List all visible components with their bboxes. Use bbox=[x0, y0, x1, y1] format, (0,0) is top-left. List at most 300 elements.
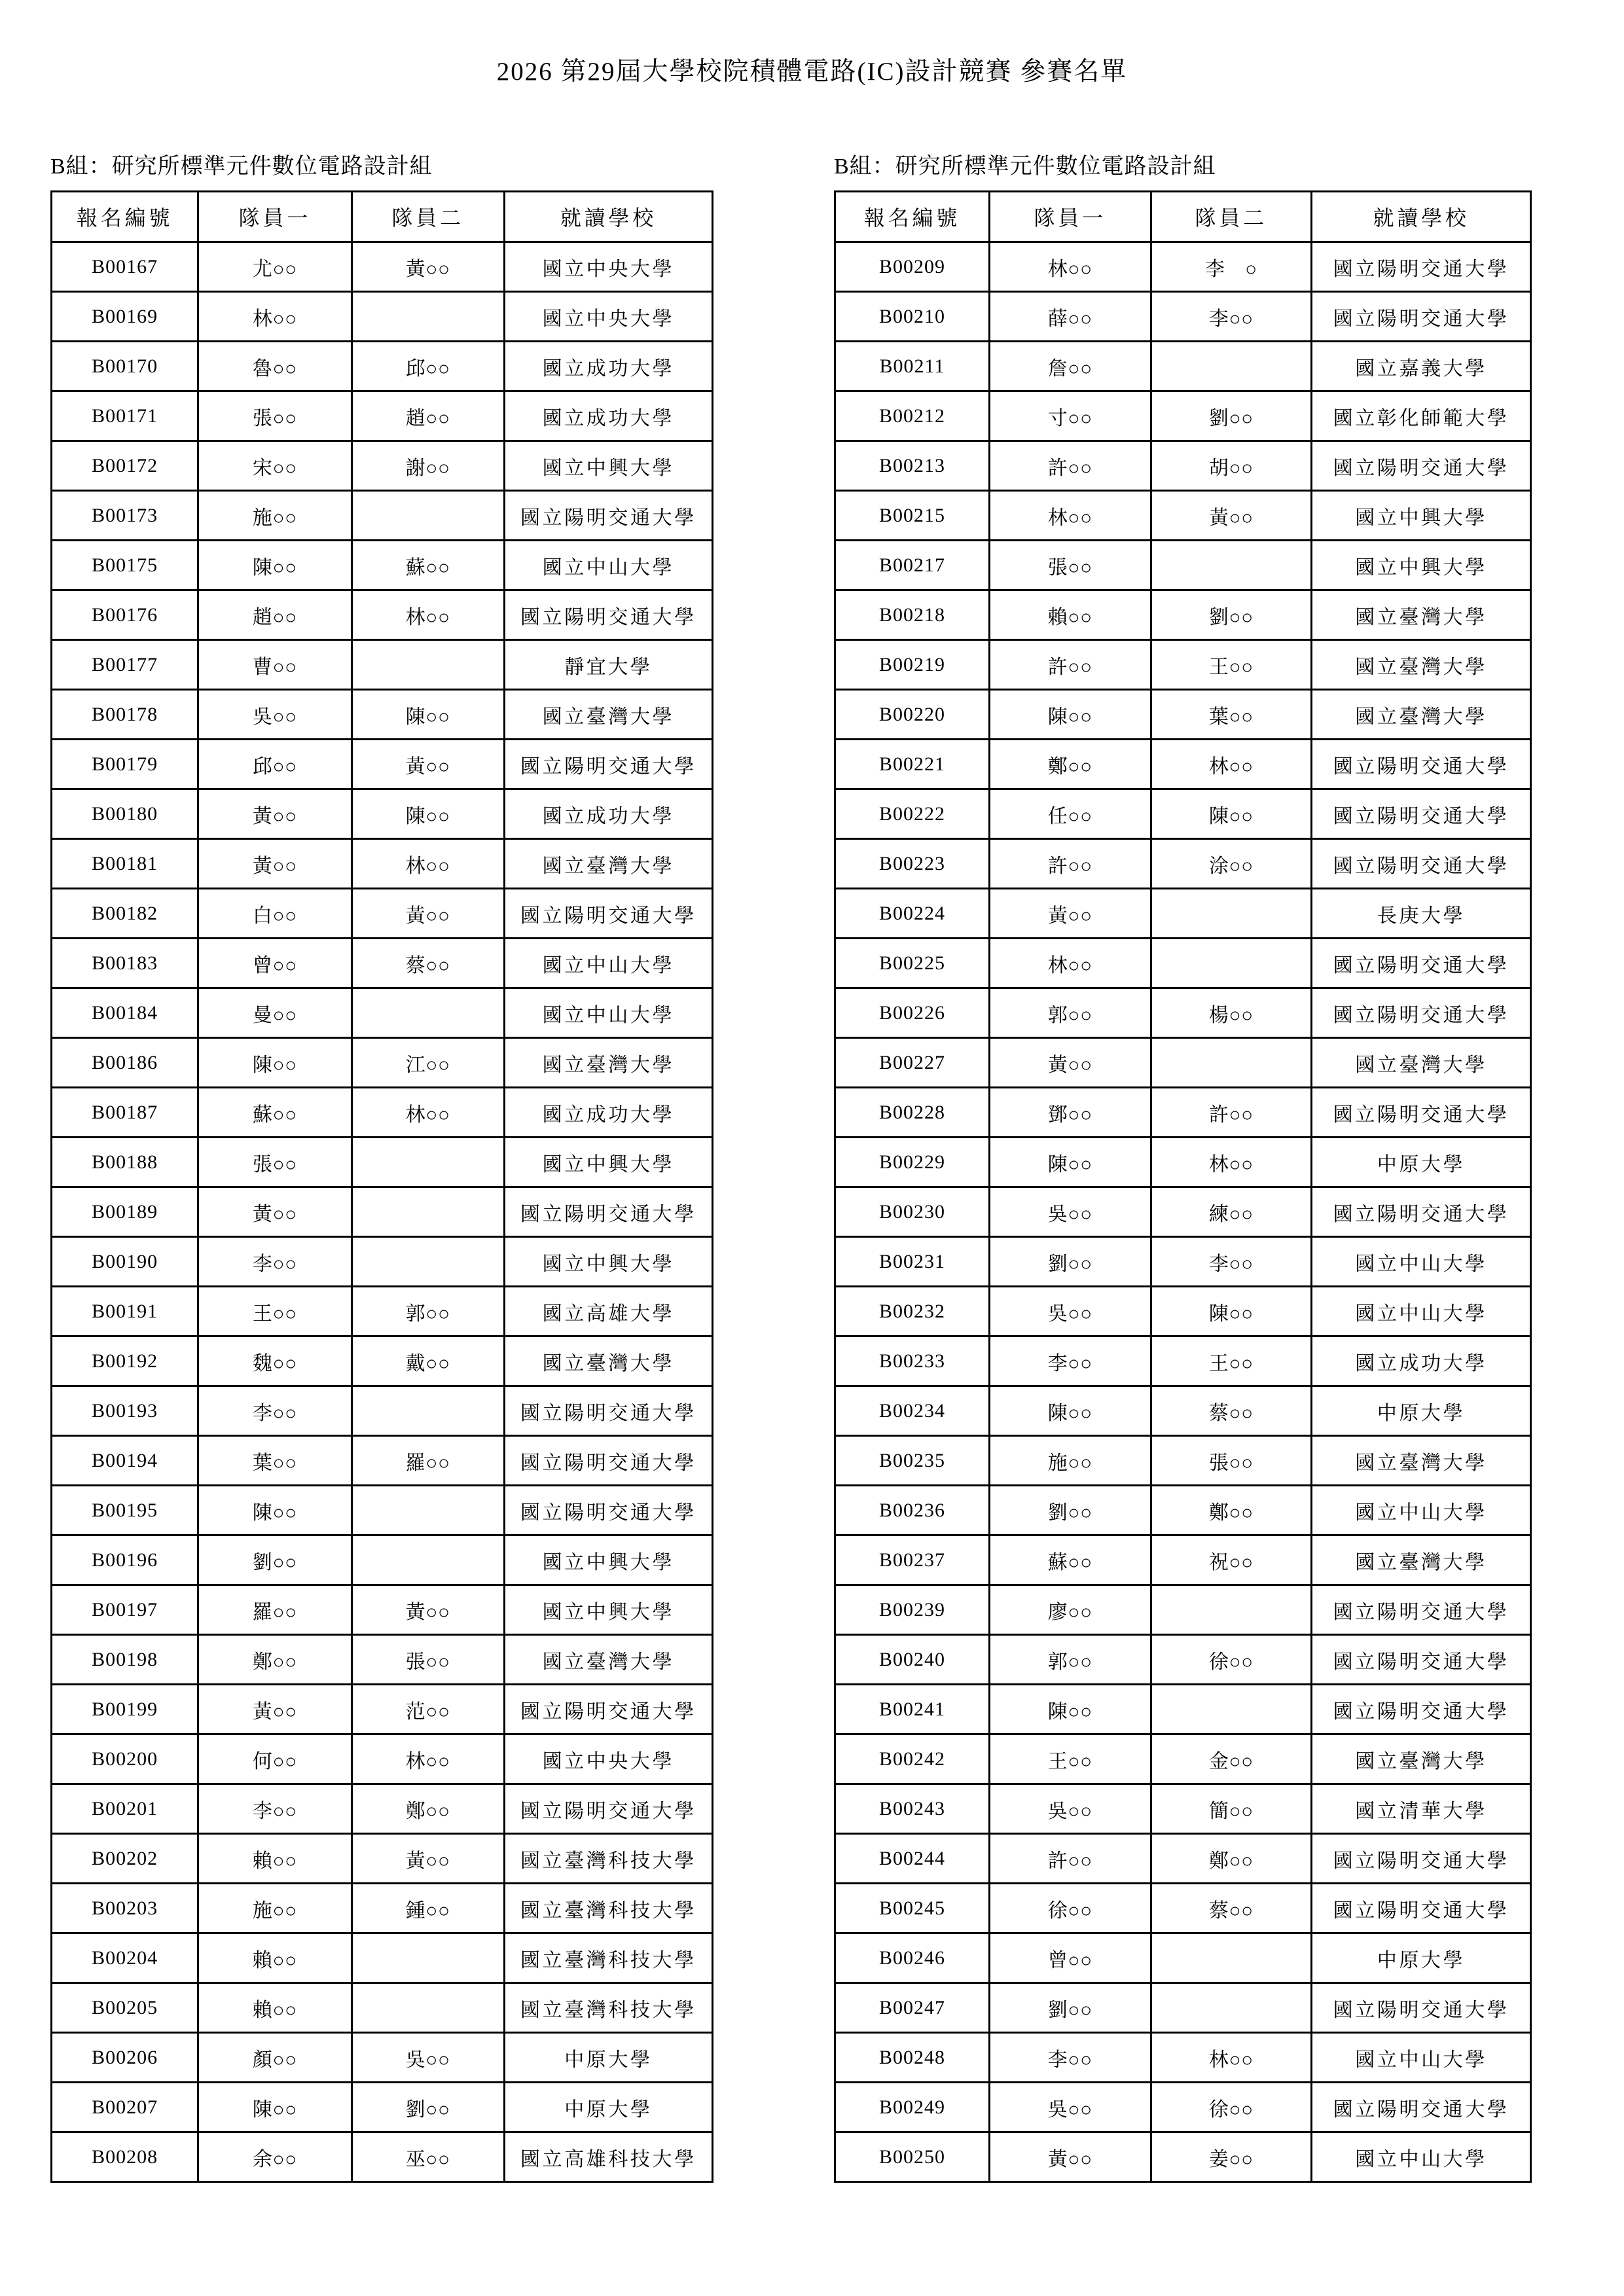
table-row bbox=[835, 1884, 1531, 1933]
registration-id-cell: B00227 bbox=[835, 1038, 990, 1088]
school-cell: 國立成功大學 bbox=[504, 1088, 712, 1138]
registration-id-cell: B00199 bbox=[52, 1685, 198, 1734]
member2-cell bbox=[1151, 541, 1312, 590]
table-row bbox=[835, 889, 1531, 939]
registration-id-cell: B00243 bbox=[835, 1784, 990, 1834]
table-row bbox=[52, 342, 713, 391]
member2-cell: 林○○ bbox=[1151, 2033, 1312, 2083]
table-row bbox=[52, 690, 713, 740]
table-row bbox=[52, 1834, 713, 1884]
school-cell: 國立臺灣科技大學 bbox=[504, 1884, 712, 1933]
member1-cell: 張○○ bbox=[989, 541, 1151, 590]
registration-id-cell: B00206 bbox=[52, 2033, 198, 2083]
school-cell: 國立中興大學 bbox=[1312, 541, 1531, 590]
member2-cell: 蔡○○ bbox=[352, 939, 504, 988]
school-cell: 國立臺灣科技大學 bbox=[504, 1983, 712, 2033]
registration-id-cell: B00248 bbox=[835, 2033, 990, 2083]
table-row bbox=[52, 1685, 713, 1734]
table-row bbox=[52, 1287, 713, 1336]
table-row bbox=[835, 292, 1531, 342]
school-cell: 國立中山大學 bbox=[1312, 1486, 1531, 1535]
registration-id-cell: B00208 bbox=[52, 2132, 198, 2182]
table-row bbox=[835, 690, 1531, 740]
registration-id-cell: B00180 bbox=[52, 789, 198, 839]
member1-cell: 施○○ bbox=[198, 1884, 352, 1933]
school-cell: 國立清華大學 bbox=[1312, 1784, 1531, 1834]
member1-cell: 林○○ bbox=[989, 242, 1151, 292]
table-row bbox=[52, 441, 713, 491]
school-cell: 國立陽明交通大學 bbox=[1312, 1834, 1531, 1884]
school-cell: 國立陽明交通大學 bbox=[1312, 1088, 1531, 1138]
school-cell: 國立陽明交通大學 bbox=[1312, 839, 1531, 889]
table-row bbox=[52, 1734, 713, 1784]
member1-cell: 蘇○○ bbox=[198, 1088, 352, 1138]
school-cell: 中原大學 bbox=[1312, 1138, 1531, 1187]
registration-id-cell: B00194 bbox=[52, 1436, 198, 1486]
roster-section-right bbox=[834, 148, 1532, 2183]
table-header-right bbox=[835, 192, 1531, 242]
registration-id-cell: B00232 bbox=[835, 1287, 990, 1336]
member2-cell: 羅○○ bbox=[352, 1436, 504, 1486]
member1-cell: 吳○○ bbox=[989, 1187, 1151, 1237]
member2-cell: 趙○○ bbox=[352, 391, 504, 441]
member1-cell: 賴○○ bbox=[198, 1933, 352, 1983]
school-cell: 國立中興大學 bbox=[504, 1138, 712, 1187]
member2-cell bbox=[352, 988, 504, 1038]
school-cell: 國立成功大學 bbox=[504, 391, 712, 441]
member2-cell: 江○○ bbox=[352, 1038, 504, 1088]
school-cell: 國立彰化師範大學 bbox=[1312, 391, 1531, 441]
table-row bbox=[52, 1884, 713, 1933]
member1-cell: 陳○○ bbox=[989, 1685, 1151, 1734]
member1-cell: 施○○ bbox=[989, 1436, 1151, 1486]
school-cell: 國立中山大學 bbox=[504, 541, 712, 590]
member1-cell: 郭○○ bbox=[989, 988, 1151, 1038]
member2-cell: 鍾○○ bbox=[352, 1884, 504, 1933]
registration-id-cell: B00203 bbox=[52, 1884, 198, 1933]
member1-cell: 鄭○○ bbox=[198, 1635, 352, 1685]
registration-id-cell: B00215 bbox=[835, 491, 990, 541]
member2-cell: 蘇○○ bbox=[352, 541, 504, 590]
header-registration-id: 報名編號 bbox=[835, 192, 990, 242]
table-row bbox=[52, 1138, 713, 1187]
member2-cell bbox=[352, 1237, 504, 1287]
table-row bbox=[52, 2083, 713, 2132]
table-row bbox=[835, 1187, 1531, 1237]
table-row bbox=[835, 541, 1531, 590]
school-cell: 國立中山大學 bbox=[1312, 1287, 1531, 1336]
member2-cell: 張○○ bbox=[1151, 1436, 1312, 1486]
registration-id-cell: B00211 bbox=[835, 342, 990, 391]
table-row bbox=[835, 789, 1531, 839]
member2-cell: 王○○ bbox=[1151, 640, 1312, 690]
member2-cell: 王○○ bbox=[1151, 1336, 1312, 1386]
table-row bbox=[835, 1734, 1531, 1784]
registration-id-cell: B00249 bbox=[835, 2083, 990, 2132]
member2-cell: 楊○○ bbox=[1151, 988, 1312, 1038]
school-cell: 國立中興大學 bbox=[504, 1535, 712, 1585]
member1-cell: 李○○ bbox=[198, 1237, 352, 1287]
member1-cell: 李○○ bbox=[198, 1784, 352, 1834]
header-member2: 隊員二 bbox=[352, 192, 504, 242]
table-row bbox=[835, 1784, 1531, 1834]
member1-cell: 顏○○ bbox=[198, 2033, 352, 2083]
table-row bbox=[52, 1088, 713, 1138]
school-cell: 國立陽明交通大學 bbox=[1312, 740, 1531, 789]
member2-cell: 練○○ bbox=[1151, 1187, 1312, 1237]
registration-id-cell: B00242 bbox=[835, 1734, 990, 1784]
table-row bbox=[52, 590, 713, 640]
registration-id-cell: B00231 bbox=[835, 1237, 990, 1287]
registration-id-cell: B00205 bbox=[52, 1983, 198, 2033]
member1-cell: 陳○○ bbox=[989, 1386, 1151, 1436]
registration-id-cell: B00244 bbox=[835, 1834, 990, 1884]
school-cell: 國立陽明交通大學 bbox=[1312, 789, 1531, 839]
school-cell: 國立陽明交通大學 bbox=[1312, 1884, 1531, 1933]
member1-cell: 許○○ bbox=[989, 1834, 1151, 1884]
member1-cell: 魏○○ bbox=[198, 1336, 352, 1386]
table-row bbox=[52, 1486, 713, 1535]
school-cell: 國立臺灣大學 bbox=[1312, 1038, 1531, 1088]
table-row bbox=[835, 1486, 1531, 1535]
school-cell: 國立中山大學 bbox=[504, 988, 712, 1038]
registration-id-cell: B00233 bbox=[835, 1336, 990, 1386]
registration-id-cell: B00237 bbox=[835, 1535, 990, 1585]
member1-cell: 陳○○ bbox=[198, 2083, 352, 2132]
member2-cell bbox=[352, 292, 504, 342]
school-cell: 國立成功大學 bbox=[1312, 1336, 1531, 1386]
school-cell: 國立陽明交通大學 bbox=[1312, 1983, 1531, 2033]
table-row bbox=[835, 839, 1531, 889]
member1-cell: 魯○○ bbox=[198, 342, 352, 391]
registration-id-cell: B00173 bbox=[52, 491, 198, 541]
table-row bbox=[52, 242, 713, 292]
registration-id-cell: B00221 bbox=[835, 740, 990, 789]
header-member2: 隊員二 bbox=[1151, 192, 1312, 242]
member1-cell: 黃○○ bbox=[989, 889, 1151, 939]
member1-cell: 鄭○○ bbox=[989, 740, 1151, 789]
member2-cell: 戴○○ bbox=[352, 1336, 504, 1386]
school-cell: 國立陽明交通大學 bbox=[504, 740, 712, 789]
member1-cell: 陳○○ bbox=[198, 1486, 352, 1535]
member1-cell: 曹○○ bbox=[198, 640, 352, 690]
member1-cell: 李○○ bbox=[198, 1386, 352, 1436]
member1-cell: 葉○○ bbox=[198, 1436, 352, 1486]
member1-cell: 劉○○ bbox=[989, 1983, 1151, 2033]
school-cell: 國立陽明交通大學 bbox=[504, 1486, 712, 1535]
member1-cell: 賴○○ bbox=[198, 1834, 352, 1884]
member1-cell: 張○○ bbox=[198, 1138, 352, 1187]
table-row bbox=[52, 292, 713, 342]
roster-section-left bbox=[50, 148, 713, 2183]
registration-id-cell: B00169 bbox=[52, 292, 198, 342]
table-row bbox=[835, 640, 1531, 690]
registration-id-cell: B00224 bbox=[835, 889, 990, 939]
table-row bbox=[52, 1983, 713, 2033]
member2-cell: 涂○○ bbox=[1151, 839, 1312, 889]
school-cell: 國立陽明交通大學 bbox=[504, 1685, 712, 1734]
member2-cell: 李 ○ bbox=[1151, 242, 1312, 292]
registration-id-cell: B00197 bbox=[52, 1585, 198, 1635]
school-cell: 國立中央大學 bbox=[504, 242, 712, 292]
member2-cell: 郭○○ bbox=[352, 1287, 504, 1336]
registration-id-cell: B00176 bbox=[52, 590, 198, 640]
member1-cell: 賴○○ bbox=[198, 1983, 352, 2033]
member2-cell: 林○○ bbox=[352, 590, 504, 640]
school-cell: 國立中興大學 bbox=[504, 441, 712, 491]
school-cell: 長庚大學 bbox=[1312, 889, 1531, 939]
registration-id-cell: B00229 bbox=[835, 1138, 990, 1187]
school-cell: 國立成功大學 bbox=[504, 342, 712, 391]
school-cell: 國立臺灣科技大學 bbox=[504, 1834, 712, 1884]
member1-cell: 劉○○ bbox=[989, 1486, 1151, 1535]
registration-id-cell: B00241 bbox=[835, 1685, 990, 1734]
member2-cell: 簡○○ bbox=[1151, 1784, 1312, 1834]
school-cell: 國立成功大學 bbox=[504, 789, 712, 839]
table-row bbox=[835, 740, 1531, 789]
school-cell: 國立臺灣大學 bbox=[504, 1336, 712, 1386]
member2-cell: 徐○○ bbox=[1151, 1635, 1312, 1685]
school-cell: 國立中央大學 bbox=[504, 292, 712, 342]
school-cell: 國立臺灣大學 bbox=[1312, 1734, 1531, 1784]
member2-cell: 林○○ bbox=[1151, 1138, 1312, 1187]
member2-cell: 蔡○○ bbox=[1151, 1386, 1312, 1436]
registration-id-cell: B00213 bbox=[835, 441, 990, 491]
school-cell: 中原大學 bbox=[1312, 1933, 1531, 1983]
member2-cell bbox=[1151, 1585, 1312, 1635]
member1-cell: 許○○ bbox=[989, 441, 1151, 491]
member2-cell bbox=[352, 1187, 504, 1237]
roster-table-left bbox=[50, 190, 713, 2183]
table-row bbox=[52, 491, 713, 541]
school-cell: 國立中央大學 bbox=[504, 1734, 712, 1784]
registration-id-cell: B00171 bbox=[52, 391, 198, 441]
member2-cell: 徐○○ bbox=[1151, 2083, 1312, 2132]
member1-cell: 曾○○ bbox=[989, 1933, 1151, 1983]
school-cell: 國立中興大學 bbox=[504, 1237, 712, 1287]
school-cell: 國立臺灣大學 bbox=[1312, 1535, 1531, 1585]
registration-id-cell: B00228 bbox=[835, 1088, 990, 1138]
registration-id-cell: B00217 bbox=[835, 541, 990, 590]
registration-id-cell: B00223 bbox=[835, 839, 990, 889]
registration-id-cell: B00191 bbox=[52, 1287, 198, 1336]
member1-cell: 李○○ bbox=[989, 2033, 1151, 2083]
registration-id-cell: B00202 bbox=[52, 1834, 198, 1884]
member1-cell: 黃○○ bbox=[198, 789, 352, 839]
table-row bbox=[835, 1088, 1531, 1138]
member2-cell: 黃○○ bbox=[352, 242, 504, 292]
member1-cell: 羅○○ bbox=[198, 1585, 352, 1635]
header-member1: 隊員一 bbox=[989, 192, 1151, 242]
table-row bbox=[52, 2033, 713, 2083]
registration-id-cell: B00201 bbox=[52, 1784, 198, 1834]
table-row bbox=[835, 1138, 1531, 1187]
table-row bbox=[835, 1834, 1531, 1884]
member2-cell bbox=[352, 1386, 504, 1436]
member2-cell bbox=[1151, 1983, 1312, 2033]
school-cell: 國立陽明交通大學 bbox=[1312, 1635, 1531, 1685]
school-cell: 國立陽明交通大學 bbox=[504, 590, 712, 640]
school-cell: 國立臺灣大學 bbox=[1312, 1436, 1531, 1486]
table-row bbox=[835, 1386, 1531, 1436]
member1-cell: 白○○ bbox=[198, 889, 352, 939]
table-row bbox=[835, 1585, 1531, 1635]
table-row bbox=[52, 541, 713, 590]
member1-cell: 吳○○ bbox=[989, 1287, 1151, 1336]
school-cell: 國立臺灣大學 bbox=[1312, 640, 1531, 690]
table-row bbox=[835, 1336, 1531, 1386]
school-cell: 國立陽明交通大學 bbox=[504, 1436, 712, 1486]
school-cell: 國立陽明交通大學 bbox=[1312, 1685, 1531, 1734]
table-row bbox=[52, 1784, 713, 1834]
header-registration-id: 報名編號 bbox=[52, 192, 198, 242]
member2-cell: 祝○○ bbox=[1151, 1535, 1312, 1585]
member2-cell: 黃○○ bbox=[352, 889, 504, 939]
school-cell: 中原大學 bbox=[504, 2083, 712, 2132]
member1-cell: 王○○ bbox=[198, 1287, 352, 1336]
member1-cell: 蘇○○ bbox=[989, 1535, 1151, 1585]
table-row bbox=[835, 441, 1531, 491]
table-row bbox=[835, 590, 1531, 640]
table-row bbox=[52, 1436, 713, 1486]
member1-cell: 宋○○ bbox=[198, 441, 352, 491]
table-row bbox=[52, 889, 713, 939]
table-header-left bbox=[52, 192, 713, 242]
member1-cell: 陳○○ bbox=[989, 1138, 1151, 1187]
member2-cell: 黃○○ bbox=[352, 1834, 504, 1884]
table-body-right bbox=[835, 242, 1531, 2182]
roster-table-right bbox=[834, 190, 1532, 2183]
registration-id-cell: B00218 bbox=[835, 590, 990, 640]
registration-id-cell: B00167 bbox=[52, 242, 198, 292]
table-row bbox=[835, 1685, 1531, 1734]
registration-id-cell: B00195 bbox=[52, 1486, 198, 1535]
registration-id-cell: B00235 bbox=[835, 1436, 990, 1486]
registration-id-cell: B00240 bbox=[835, 1635, 990, 1685]
member2-cell bbox=[1151, 1038, 1312, 1088]
member1-cell: 寸○○ bbox=[989, 391, 1151, 441]
member2-cell: 鄭○○ bbox=[1151, 1834, 1312, 1884]
school-cell: 國立臺灣大學 bbox=[504, 1038, 712, 1088]
registration-id-cell: B00172 bbox=[52, 441, 198, 491]
registration-id-cell: B00210 bbox=[835, 292, 990, 342]
member2-cell: 李○○ bbox=[1151, 292, 1312, 342]
page-title: 2026 第29屆大學校院積體電路(IC)設計競賽 參賽名單 bbox=[496, 58, 1128, 86]
member2-cell bbox=[1151, 342, 1312, 391]
school-cell: 中原大學 bbox=[504, 2033, 712, 2083]
table-row bbox=[52, 1386, 713, 1436]
school-cell: 靜宜大學 bbox=[504, 640, 712, 690]
registration-id-cell: B00245 bbox=[835, 1884, 990, 1933]
member1-cell: 劉○○ bbox=[989, 1237, 1151, 1287]
member1-cell: 林○○ bbox=[989, 939, 1151, 988]
table-row bbox=[52, 1038, 713, 1088]
member2-cell bbox=[352, 1138, 504, 1187]
registration-id-cell: B00246 bbox=[835, 1933, 990, 1983]
registration-id-cell: B00230 bbox=[835, 1187, 990, 1237]
table-row bbox=[835, 1983, 1531, 2033]
school-cell: 國立中山大學 bbox=[1312, 1237, 1531, 1287]
registration-id-cell: B00239 bbox=[835, 1585, 990, 1635]
registration-id-cell: B00186 bbox=[52, 1038, 198, 1088]
member2-cell: 蔡○○ bbox=[1151, 1884, 1312, 1933]
member2-cell: 林○○ bbox=[352, 1734, 504, 1784]
table-row bbox=[835, 1933, 1531, 1983]
school-cell: 國立中山大學 bbox=[1312, 2132, 1531, 2182]
member1-cell: 陳○○ bbox=[198, 1038, 352, 1088]
school-cell: 國立中興大學 bbox=[1312, 491, 1531, 541]
registration-id-cell: B00200 bbox=[52, 1734, 198, 1784]
table-row bbox=[52, 1535, 713, 1585]
member1-cell: 邱○○ bbox=[198, 740, 352, 789]
member2-cell: 林○○ bbox=[352, 839, 504, 889]
registration-id-cell: B00219 bbox=[835, 640, 990, 690]
member1-cell: 陳○○ bbox=[989, 690, 1151, 740]
member2-cell: 吳○○ bbox=[352, 2033, 504, 2083]
member1-cell: 吳○○ bbox=[989, 1784, 1151, 1834]
member1-cell: 何○○ bbox=[198, 1734, 352, 1784]
member2-cell: 陳○○ bbox=[352, 789, 504, 839]
member2-cell bbox=[352, 1983, 504, 2033]
member2-cell: 林○○ bbox=[352, 1088, 504, 1138]
member2-cell bbox=[1151, 1685, 1312, 1734]
table-row bbox=[835, 988, 1531, 1038]
school-cell: 國立陽明交通大學 bbox=[504, 491, 712, 541]
table-row bbox=[52, 1237, 713, 1287]
table-row bbox=[52, 391, 713, 441]
member1-cell: 任○○ bbox=[989, 789, 1151, 839]
member1-cell: 許○○ bbox=[989, 839, 1151, 889]
member1-cell: 李○○ bbox=[989, 1336, 1151, 1386]
registration-id-cell: B00184 bbox=[52, 988, 198, 1038]
table-row bbox=[835, 1436, 1531, 1486]
school-cell: 國立臺灣大學 bbox=[504, 839, 712, 889]
member2-cell: 謝○○ bbox=[352, 441, 504, 491]
member1-cell: 王○○ bbox=[989, 1734, 1151, 1784]
table-row bbox=[52, 988, 713, 1038]
member2-cell bbox=[1151, 939, 1312, 988]
school-cell: 國立陽明交通大學 bbox=[504, 889, 712, 939]
member2-cell: 巫○○ bbox=[352, 2132, 504, 2182]
registration-id-cell: B00181 bbox=[52, 839, 198, 889]
table-row bbox=[52, 640, 713, 690]
member1-cell: 曾○○ bbox=[198, 939, 352, 988]
member1-cell: 吳○○ bbox=[989, 2083, 1151, 2132]
table-row bbox=[835, 2132, 1531, 2182]
member1-cell: 余○○ bbox=[198, 2132, 352, 2182]
member2-cell: 姜○○ bbox=[1151, 2132, 1312, 2182]
header-row bbox=[52, 192, 713, 242]
member2-cell bbox=[352, 1486, 504, 1535]
registration-id-cell: B00209 bbox=[835, 242, 990, 292]
member2-cell bbox=[352, 1933, 504, 1983]
registration-id-cell: B00192 bbox=[52, 1336, 198, 1386]
table-row bbox=[52, 1336, 713, 1386]
school-cell: 國立陽明交通大學 bbox=[504, 1784, 712, 1834]
table-row bbox=[52, 1585, 713, 1635]
table-row bbox=[52, 1187, 713, 1237]
registration-id-cell: B00196 bbox=[52, 1535, 198, 1585]
school-cell: 國立陽明交通大學 bbox=[1312, 292, 1531, 342]
member2-cell: 劉○○ bbox=[352, 2083, 504, 2132]
registration-id-cell: B00187 bbox=[52, 1088, 198, 1138]
member1-cell: 林○○ bbox=[198, 292, 352, 342]
table-row bbox=[835, 1535, 1531, 1585]
registration-id-cell: B00193 bbox=[52, 1386, 198, 1436]
member1-cell: 郭○○ bbox=[989, 1635, 1151, 1685]
registration-id-cell: B00175 bbox=[52, 541, 198, 590]
member1-cell: 吳○○ bbox=[198, 690, 352, 740]
